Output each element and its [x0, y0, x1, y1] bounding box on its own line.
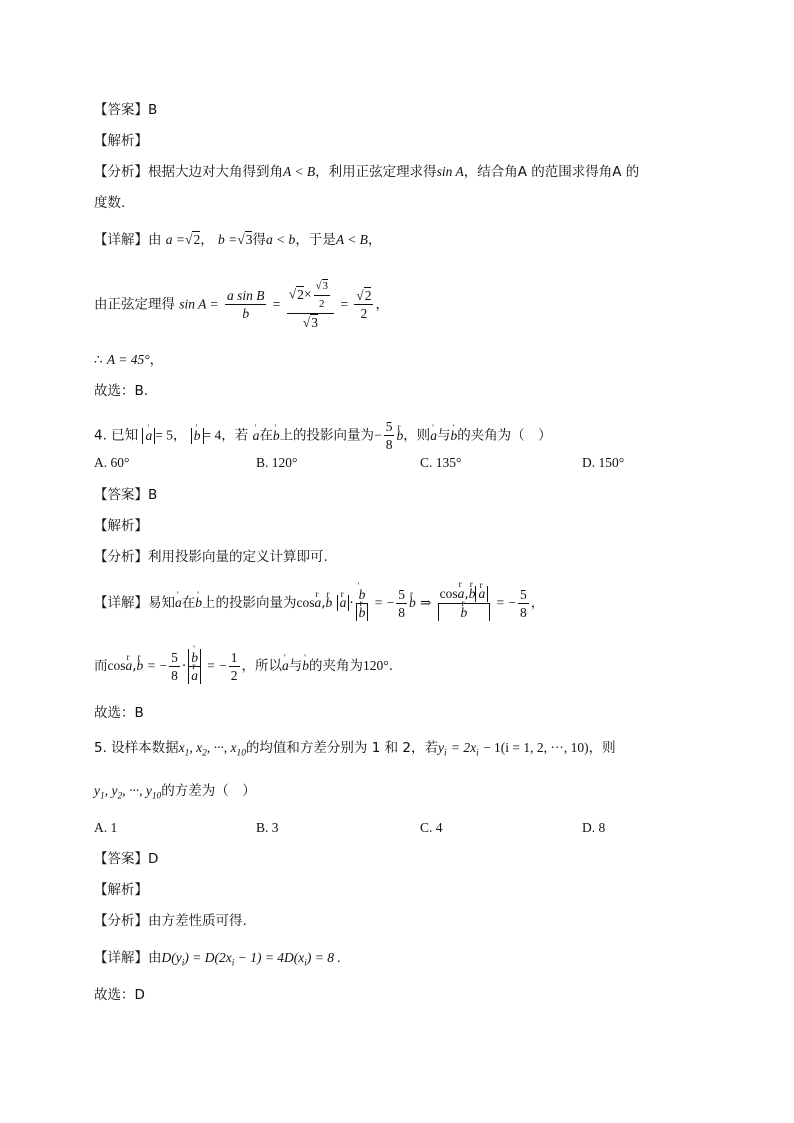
- detail-q4-line1: 【详解】易知' a在' b上的投影向量为cosr a,r b r a · ' b r b = − $\frac{5}{8}$ r b ⇒ cosr a,r br a r b = − $\frac{5}{8}$ ，: [94, 583, 544, 623]
- question-5-line1: 5. 设样本数据$x_1$, $x_2$, ···, $x_{10}$的均值和方差分别为 1 和 2，若$y_i = 2x_i - 1(i = 1$, 2, ···, 10)，则: [94, 740, 616, 759]
- detail-q3-result: ∴ A = 45°，: [94, 352, 164, 368]
- choice-q4: 故选：B: [94, 705, 144, 721]
- analysis-heading-q3: 【解析】: [94, 133, 148, 149]
- q4-option-d: D. 150°: [582, 455, 625, 470]
- analysis-heading-q4: 【解析】: [94, 518, 148, 534]
- q5-option-b: B. 3: [256, 820, 279, 835]
- q4-option-b: B. 120°: [256, 455, 298, 470]
- q5-option-c: C. 4: [420, 820, 443, 835]
- analysis-q3-line2: 度数.: [94, 195, 126, 211]
- question-4: 4. 已知 ' a = 5， ' b = 4，若 ' a在' b上的投影向量为− $\frac{5}{8}$ r b，则' a与' b的夹角为（ ）: [94, 418, 552, 453]
- analysis-heading-q5: 【解析】: [94, 882, 148, 898]
- detail-q3-sine-rule: 由正弦定理得 sin A = $\frac{\text{a sin B}}{b}$ = √2× $\frac{√3}{2}$ √3 = $\frac{√2}{2}$ ，: [94, 280, 389, 330]
- analysis-q5: 【分析】由方差性质可得.: [94, 913, 247, 929]
- question-5-line2: $y_1$, $y_2$, ···, $y_{10}$的方差为（ ）: [94, 783, 256, 802]
- q5-option-d: D. 8: [582, 820, 606, 835]
- answer-q5: 【答案】D: [94, 851, 159, 867]
- analysis-q3-line1: 【分析】根据大边对大角得到角A < B，利用正弦定理求得sin A，结合角A 的范围求得角A 的: [94, 164, 640, 180]
- choice-q5: 故选：D: [94, 987, 145, 1003]
- detail-q4-line2: 而cosr a,r b = − $\frac{5}{8}$ · ' b r a = − $\frac{1}{2}$ ，所以' a与' b的夹角为120°.: [94, 646, 393, 686]
- choice-q3: 故选：B.: [94, 383, 149, 399]
- q5-option-a: A. 1: [94, 820, 118, 835]
- answer-q4: 【答案】B: [94, 487, 158, 503]
- analysis-q4: 【分析】利用投影向量的定义计算即可.: [94, 549, 328, 565]
- detail-q3-line1: 【详解】由 a =√2， b =√3得a < b，于是A < B，: [94, 232, 382, 248]
- q4-option-a: A. 60°: [94, 455, 130, 470]
- answer-q3: 【答案】B: [94, 102, 158, 118]
- detail-q5: 【详解】由$D(y_i) = D(2x_i - 1) = 4D(x_i) = 8$ .: [94, 950, 341, 969]
- q4-option-c: C. 135°: [420, 455, 462, 470]
